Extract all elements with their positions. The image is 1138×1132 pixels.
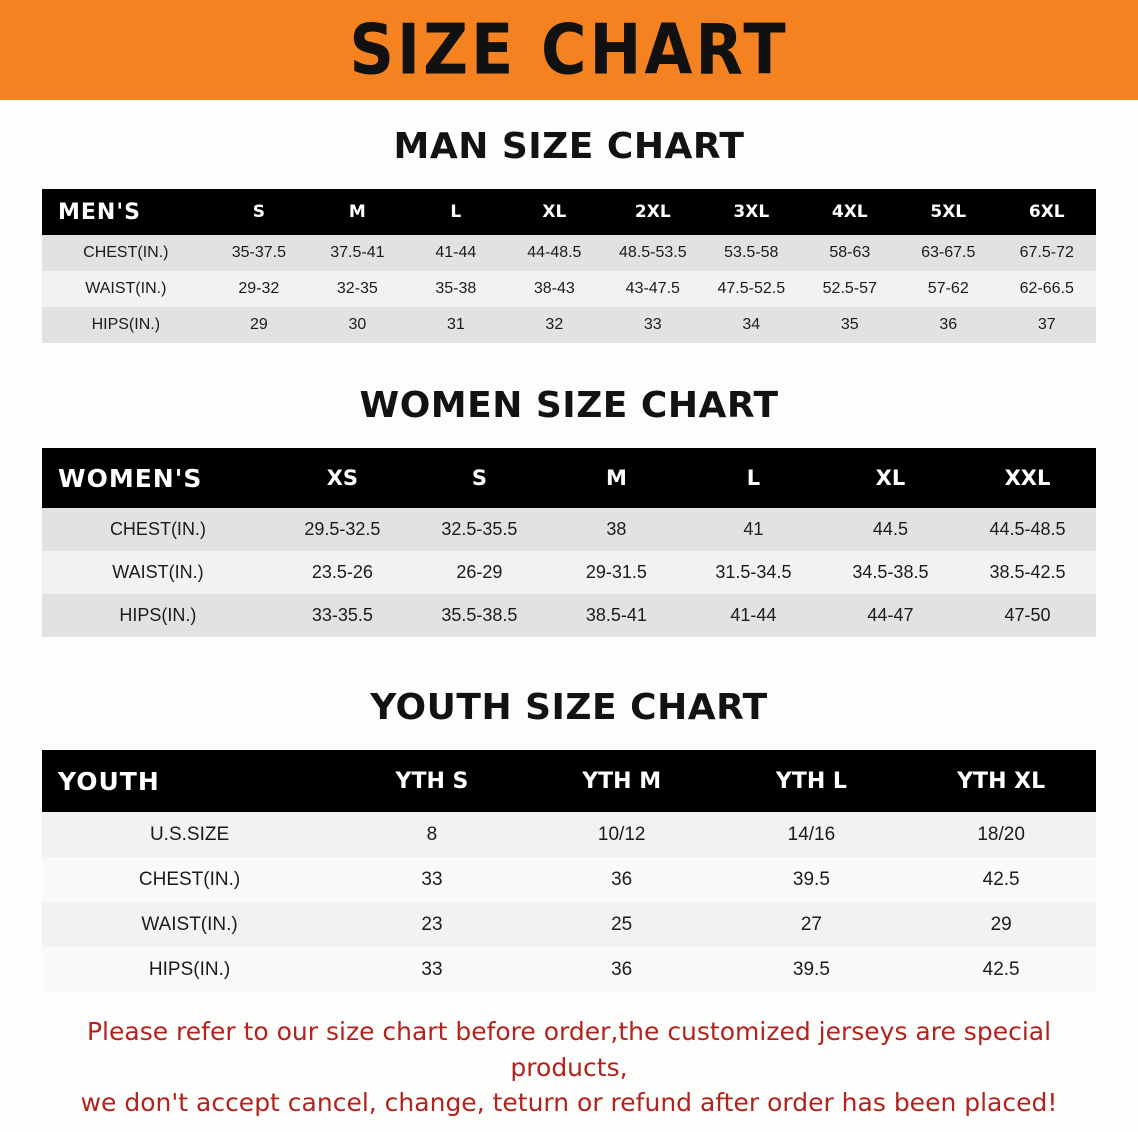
page-banner: [0, 0, 1138, 100]
youth-cell: 14/16: [787, 823, 836, 845]
table-header-row: [42, 189, 1096, 235]
men-header-cell: 5XL: [899, 189, 997, 235]
women-cell: 47-50: [1004, 605, 1051, 625]
women-cell: 38: [606, 519, 627, 539]
youth-section-title: YOUTH SIZE CHART: [370, 687, 768, 728]
women-table-wrapper: [0, 448, 1138, 637]
men-row-label: WAIST(IN.): [85, 280, 167, 297]
men-cell: 29-32: [238, 280, 280, 297]
youth-cell: 33: [421, 958, 443, 980]
women-header-cell: XXL: [959, 448, 1096, 508]
men-cell: 32-35: [336, 280, 378, 297]
men-header-label: MEN'S: [42, 189, 210, 235]
men-table-wrapper: [0, 189, 1138, 343]
youth-size-table: [42, 750, 1096, 992]
table-header-row: [42, 750, 1096, 812]
men-row-label: CHEST(IN.): [83, 244, 169, 261]
youth-cell: 39.5: [792, 958, 830, 980]
women-cell: 38.5-41: [585, 605, 647, 625]
men-header-cell: S: [210, 189, 308, 235]
page-title: SIZE CHART: [349, 8, 789, 91]
men-cell: 31: [446, 316, 465, 333]
women-cell: 44-47: [867, 605, 914, 625]
table-row: [42, 902, 1096, 947]
men-cell: 34: [742, 316, 761, 333]
men-cell: 62-66.5: [1019, 280, 1074, 297]
women-header-cell: M: [548, 448, 685, 508]
men-header-cell: 3XL: [702, 189, 800, 235]
women-cell: 38.5-42.5: [989, 562, 1066, 582]
table-row: [42, 271, 1096, 307]
youth-cell: 18/20: [977, 823, 1025, 845]
youth-row-label: U.S.SIZE: [149, 823, 230, 845]
disclaimer-line-1: Please refer to our size chart before order,the customized jerseys are special products,: [86, 1017, 1052, 1082]
women-size-table: [42, 448, 1096, 637]
women-cell: 34.5-38.5: [852, 562, 929, 582]
youth-header-cell: YTH S: [337, 750, 527, 812]
youth-cell: 27: [800, 913, 822, 935]
disclaimer-line-2: we don't accept cancel, change, teturn or refund after order has been placed!: [80, 1088, 1058, 1117]
table-row: [42, 307, 1096, 343]
women-cell: 29.5-32.5: [304, 519, 381, 539]
youth-cell: 36: [611, 958, 633, 980]
youth-table-wrapper: [0, 750, 1138, 992]
youth-header-cell: YTH XL: [906, 750, 1096, 812]
youth-cell: 42.5: [982, 958, 1020, 980]
men-header-cell: 2XL: [604, 189, 702, 235]
men-header-cell: 6XL: [998, 189, 1097, 235]
youth-row-label: CHEST(IN.): [138, 868, 241, 890]
men-header-cell: 4XL: [801, 189, 899, 235]
table-row: [42, 235, 1096, 271]
women-cell: 44.5-48.5: [989, 519, 1066, 539]
men-header-cell: XL: [505, 189, 603, 235]
women-header-label: WOMEN'S: [42, 448, 274, 508]
women-section-title: WOMEN SIZE CHART: [359, 385, 779, 426]
men-cell: 44-48.5: [527, 244, 582, 261]
men-cell: 47.5-52.5: [717, 280, 786, 297]
men-header-cell: M: [308, 189, 406, 235]
table-header-row: [42, 448, 1096, 508]
women-header-cell: L: [685, 448, 822, 508]
men-cell: 37.5-41: [330, 244, 385, 261]
youth-cell: 10/12: [597, 823, 646, 845]
table-row: [42, 947, 1096, 992]
youth-cell: 42.5: [982, 868, 1020, 890]
men-cell: 35: [840, 316, 859, 333]
women-cell: 41: [743, 519, 764, 539]
table-row: [42, 812, 1096, 857]
men-cell: 57-62: [927, 280, 969, 297]
men-cell: 48.5-53.5: [619, 244, 687, 261]
men-cell: 53.5-58: [724, 244, 779, 261]
men-cell: 29: [249, 316, 268, 333]
youth-header-cell: YTH M: [527, 750, 717, 812]
men-cell: 58-63: [829, 244, 871, 261]
youth-cell: 8: [426, 823, 438, 845]
table-row: [42, 857, 1096, 902]
women-cell: 26-29: [456, 562, 503, 582]
men-cell: 33: [643, 316, 662, 333]
men-cell: 36: [939, 316, 958, 333]
youth-cell: 25: [611, 913, 633, 935]
women-header-cell: XL: [822, 448, 959, 508]
men-cell: 41-44: [435, 244, 477, 261]
youth-cell: 23: [421, 913, 443, 935]
men-section-title: MAN SIZE CHART: [393, 126, 745, 167]
women-cell: 41-44: [730, 605, 777, 625]
youth-header-label: YOUTH: [42, 750, 337, 812]
youth-cell: 29: [990, 913, 1012, 935]
women-header-cell: XS: [274, 448, 411, 508]
men-cell: 35-37.5: [231, 244, 286, 261]
women-header-cell: S: [411, 448, 548, 508]
table-row: [42, 594, 1096, 637]
women-row-label: HIPS(IN.): [119, 605, 197, 625]
table-row: [42, 508, 1096, 551]
men-cell: 67.5-72: [1019, 244, 1074, 261]
youth-cell: 36: [611, 868, 633, 890]
men-header-cell: L: [407, 189, 505, 235]
women-cell: 35.5-38.5: [441, 605, 518, 625]
youth-row-label: WAIST(IN.): [141, 913, 238, 935]
men-cell: 35-38: [435, 280, 477, 297]
women-cell: 32.5-35.5: [441, 519, 518, 539]
men-cell: 52.5-57: [822, 280, 877, 297]
youth-row-label: HIPS(IN.): [148, 958, 231, 980]
women-cell: 23.5-26: [311, 562, 373, 582]
men-cell: 37: [1037, 316, 1056, 333]
men-size-table: [42, 189, 1096, 343]
youth-cell: 39.5: [792, 868, 830, 890]
men-row-label: HIPS(IN.): [91, 316, 161, 333]
men-cell: 38-43: [533, 280, 575, 297]
youth-header-cell: YTH L: [717, 750, 907, 812]
men-cell: 32: [545, 316, 564, 333]
women-cell: 33-35.5: [311, 605, 373, 625]
men-cell: 30: [348, 316, 367, 333]
disclaimer-note: [40, 1014, 1098, 1121]
women-cell: 44.5: [872, 519, 908, 539]
women-cell: 29-31.5: [585, 562, 647, 582]
table-row: [42, 551, 1096, 594]
women-row-label: WAIST(IN.): [112, 562, 204, 582]
men-cell: 63-67.5: [921, 244, 976, 261]
youth-cell: 33: [421, 868, 443, 890]
women-row-label: CHEST(IN.): [109, 519, 206, 539]
women-cell: 31.5-34.5: [715, 562, 792, 582]
men-cell: 43-47.5: [625, 280, 680, 297]
